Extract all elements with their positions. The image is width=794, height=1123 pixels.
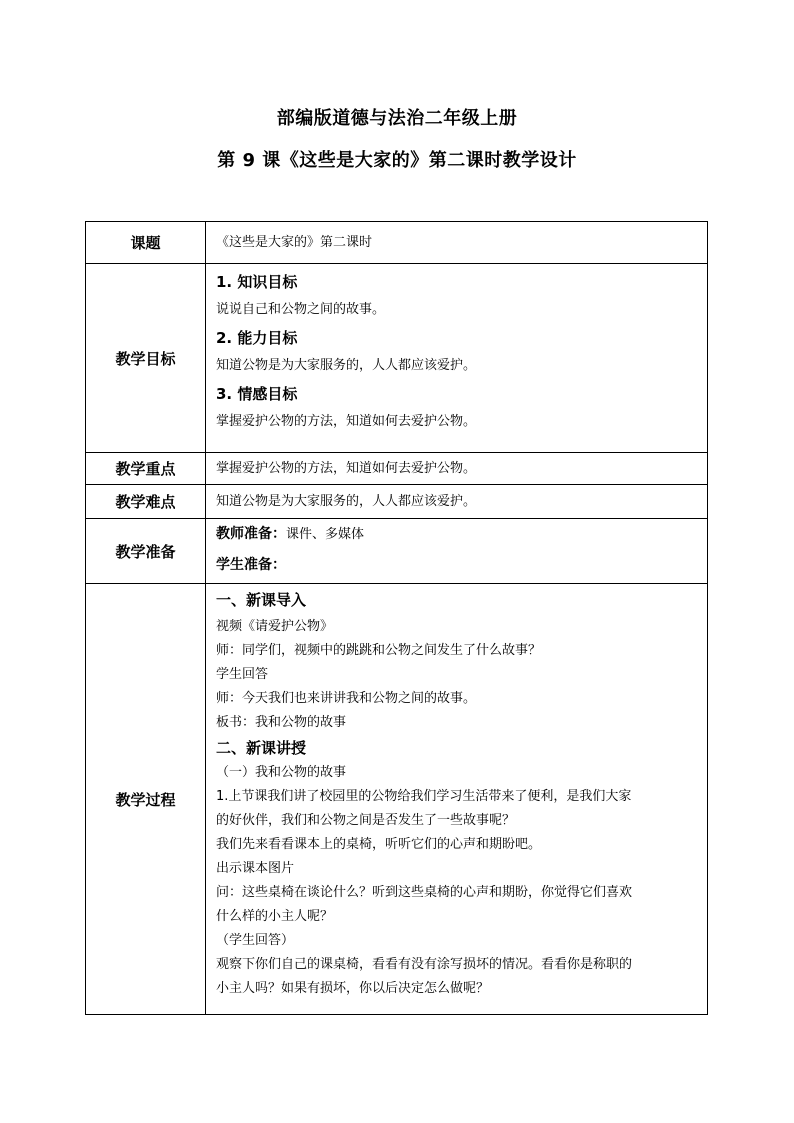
row-topic	[86, 222, 708, 264]
topic-label: 课题	[86, 222, 206, 264]
teacher-prep-label: 教师准备：	[216, 526, 286, 542]
goal-text-emotion: 掌握爱护公物的方法，知道如何去爱护公物。	[216, 414, 477, 429]
row-key-point	[86, 453, 708, 485]
process-line: 问：这些桌椅在谈论什么？听到这些桌椅的心声和期盼，你觉得它们喜欢	[216, 885, 633, 900]
goals-label: 教学目标	[86, 264, 206, 453]
process-line: 板书：我和公物的故事	[216, 715, 347, 730]
topic-value: 《这些是大家的》第二课时	[216, 235, 373, 250]
process-line: 视频《请爱护公物》	[216, 619, 334, 634]
teacher-prep-value: 课件、多媒体	[286, 527, 365, 542]
preparation-label: 教学准备	[86, 519, 206, 584]
process-line: （学生回答）	[216, 933, 295, 948]
process-line: 观察下你们自己的课桌椅，看看有没有涂写损坏的情况。看看你是称职的	[216, 957, 633, 972]
key-point-value: 掌握爱护公物的方法，知道如何去爱护公物。	[216, 461, 477, 476]
goal-text-knowledge: 说说自己和公物之间的故事。	[216, 302, 386, 317]
row-preparation	[86, 519, 708, 584]
process-line: （一）我和公物的故事	[216, 765, 347, 780]
lesson-plan-table	[85, 221, 708, 1015]
process-line: 学生回答	[216, 667, 269, 682]
goal-heading-ability: 2. 能力目标	[216, 329, 298, 347]
row-goals	[86, 264, 708, 453]
process-label: 教学过程	[86, 584, 206, 1015]
goal-text-ability: 知道公物是为大家服务的，人人都应该爱护。	[216, 358, 477, 373]
document-title: 部编版道德与法治二年级上册	[276, 108, 518, 129]
process-line: 师：今天我们也来讲讲我和公物之间的故事。	[216, 691, 477, 706]
process-line: 什么样的小主人呢？	[216, 909, 334, 924]
process-heading-new: 二、新课讲授	[216, 739, 307, 757]
row-process	[86, 584, 708, 1015]
goal-heading-knowledge: 1. 知识目标	[216, 273, 298, 291]
goal-heading-emotion: 3. 情感目标	[216, 385, 298, 403]
process-line: 出示课本图片	[216, 861, 295, 876]
document-subtitle: 第 9 课《这些是大家的》第二课时教学设计	[217, 150, 577, 171]
process-line: 我们先来看看课本上的桌椅，听听它们的心声和期盼吧。	[216, 837, 542, 852]
difficulty-label: 教学难点	[86, 485, 206, 519]
process-heading-intro: 一、新课导入	[216, 591, 307, 609]
process-line: 的好伙伴，我们和公物之间是否发生了一些故事呢？	[216, 813, 516, 828]
row-difficulty	[86, 485, 708, 519]
process-line: 1.上节课我们讲了校园里的公物给我们学习生活带来了便利，是我们大家	[216, 789, 632, 804]
difficulty-value: 知道公物是为大家服务的，人人都应该爱护。	[216, 494, 477, 509]
key-point-label: 教学重点	[86, 453, 206, 485]
student-prep-label: 学生准备：	[216, 557, 286, 573]
process-line: 小主人吗？如果有损坏，你以后决定怎么做呢？	[216, 981, 490, 996]
process-line: 师：同学们，视频中的跳跳和公物之间发生了什么故事？	[216, 643, 542, 658]
